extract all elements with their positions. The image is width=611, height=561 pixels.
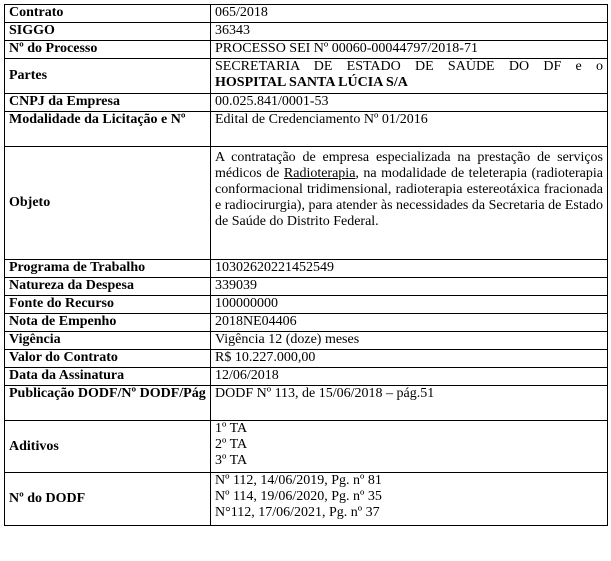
vigencia-value: Vigência 12 (doze) meses: [211, 332, 608, 350]
objeto-value-post: , na modalidade de teleterapia (radioterapia conformacional tridimensional, radioterapia estereotáxica fracionada e radiocirurgia), para atender às necessidades da Secretaria de Estado de Saúde do Distrito Federal.: [215, 166, 603, 229]
siggo-value: 36343: [211, 23, 608, 41]
row-fonte: [5, 296, 608, 314]
objeto-value-underlined: Radioterapia: [283, 166, 356, 181]
aditivo-item: 1º TA: [215, 421, 248, 436]
row-natureza: [5, 278, 608, 296]
natureza-label: Natureza da Despesa: [5, 278, 211, 296]
dodf-value: [211, 473, 608, 526]
row-objeto: [5, 147, 608, 260]
dodf-item: Nº 114, 19/06/2020, Pg. nº 35: [215, 489, 382, 504]
contrato-label: Contrato: [5, 5, 211, 23]
siggo-label: SIGGO: [5, 23, 211, 41]
row-assinatura: [5, 368, 608, 386]
publicacao-value: DODF Nº 113, de 15/06/2018 – pág.51: [211, 386, 608, 421]
row-publicacao: [5, 386, 608, 421]
row-siggo: [5, 23, 608, 41]
processo-value: PROCESSO SEI Nº 00060-00044797/2018-71: [211, 41, 608, 59]
row-dodf: [5, 473, 608, 526]
row-processo: [5, 41, 608, 59]
contrato-value: 065/2018: [211, 5, 608, 23]
programa-value: 10302620221452549: [211, 260, 608, 278]
objeto-value: [211, 147, 608, 260]
modalidade-label: Modalidade da Licitação e Nº: [5, 112, 211, 147]
row-partes: [5, 59, 608, 94]
objeto-value-pre: A contratação de empresa especializada na prestação de serviços médicos de: [215, 150, 603, 181]
aditivo-item: 3º TA: [215, 453, 248, 468]
assinatura-label: Data da Assinatura: [5, 368, 211, 386]
partes-value-company: HOSPITAL SANTA LÚCIA S/A: [215, 75, 408, 90]
row-programa: [5, 260, 608, 278]
aditivos-label: Aditivos: [5, 421, 211, 473]
fonte-label: Fonte do Recurso: [5, 296, 211, 314]
row-contrato: [5, 5, 608, 23]
valor-label: Valor do Contrato: [5, 350, 211, 368]
fonte-value: 100000000: [211, 296, 608, 314]
dodf-item: Nº 112, 14/06/2019, Pg. nº 81: [215, 473, 382, 488]
empenho-value: 2018NE04406: [211, 314, 608, 332]
row-valor: [5, 350, 608, 368]
vigencia-label: Vigência: [5, 332, 211, 350]
natureza-value: 339039: [211, 278, 608, 296]
assinatura-value: 12/06/2018: [211, 368, 608, 386]
partes-value: [211, 59, 608, 94]
row-aditivos: [5, 421, 608, 473]
processo-label: Nº do Processo: [5, 41, 211, 59]
row-vigencia: [5, 332, 608, 350]
dodf-item: N°112, 17/06/2021, Pg. nº 37: [215, 505, 380, 520]
aditivos-value: [211, 421, 608, 473]
contract-table: [4, 4, 608, 526]
publicacao-label: Publicação DODF/Nº DODF/Pág: [5, 386, 211, 421]
modalidade-value: Edital de Credenciamento Nº 01/2016: [211, 112, 608, 147]
cnpj-value: 00.025.841/0001-53: [211, 94, 608, 112]
dodf-label: Nº do DODF: [5, 473, 211, 526]
row-empenho: [5, 314, 608, 332]
empenho-label: Nota de Empenho: [5, 314, 211, 332]
partes-label: Partes: [5, 59, 211, 94]
valor-value: R$ 10.227.000,00: [211, 350, 608, 368]
objeto-label: Objeto: [5, 147, 211, 260]
programa-label: Programa de Trabalho: [5, 260, 211, 278]
partes-value-line1: SECRETARIA DE ESTADO DE SAÚDE DO DF e o: [215, 59, 603, 74]
cnpj-label: CNPJ da Empresa: [5, 94, 211, 112]
row-modalidade: [5, 112, 608, 147]
row-cnpj: [5, 94, 608, 112]
aditivo-item: 2º TA: [215, 437, 248, 452]
